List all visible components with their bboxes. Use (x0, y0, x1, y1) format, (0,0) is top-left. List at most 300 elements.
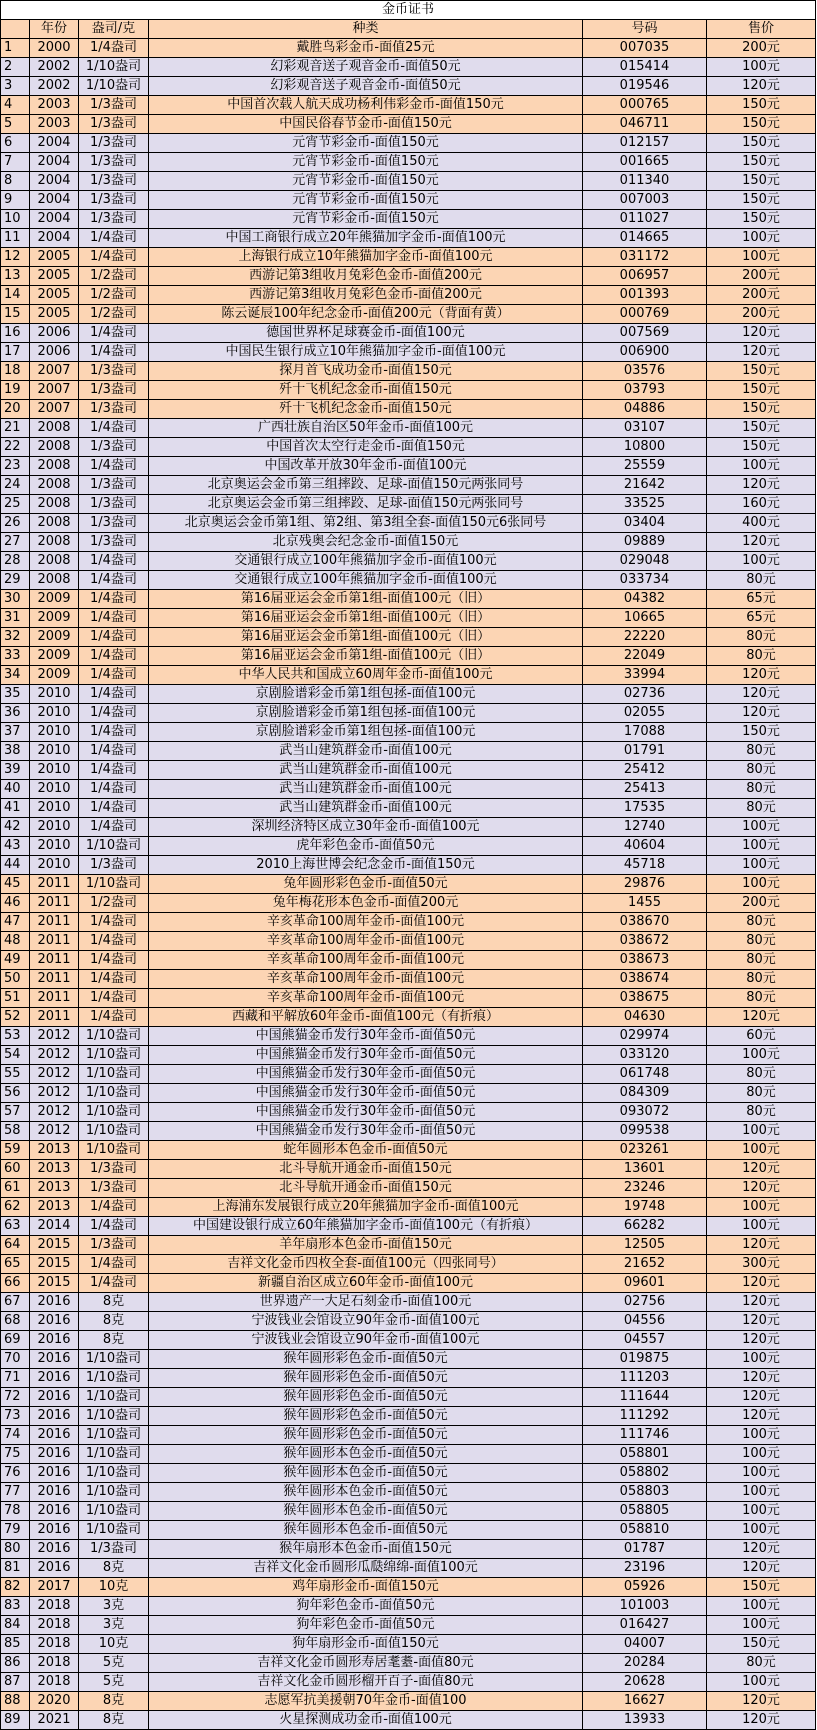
row-number: 02736 (583, 685, 707, 704)
row-index: 83 (1, 1597, 30, 1616)
row-number: 1455 (583, 894, 707, 913)
row-weight: 1/10盎司 (79, 1046, 149, 1065)
row-kind: 中国工商银行成立20年熊猫加字金币-面值100元 (149, 229, 583, 248)
row-weight: 1/4盎司 (79, 39, 149, 58)
table-row (1, 305, 816, 324)
row-year: 2008 (30, 495, 79, 514)
row-weight: 1/4盎司 (79, 229, 149, 248)
row-number: 012157 (583, 134, 707, 153)
row-weight: 8克 (79, 1711, 149, 1730)
row-kind: 中华人民共和国成立60周年金币-面值100元 (149, 666, 583, 685)
table-row (1, 913, 816, 932)
row-year: 2016 (30, 1502, 79, 1521)
row-year: 2003 (30, 115, 79, 134)
row-weight: 1/3盎司 (79, 1160, 149, 1179)
row-weight: 1/4盎司 (79, 1008, 149, 1027)
row-kind: 元宵节彩金币-面值150元 (149, 134, 583, 153)
table-row (1, 1255, 816, 1274)
row-year: 2004 (30, 229, 79, 248)
row-number: 038674 (583, 970, 707, 989)
row-kind: 中国熊猫金币发行30年金币-面值50元 (149, 1084, 583, 1103)
row-index: 53 (1, 1027, 30, 1046)
row-weight: 1/4盎司 (79, 970, 149, 989)
row-weight: 1/10盎司 (79, 1369, 149, 1388)
row-number: 058810 (583, 1521, 707, 1540)
table-row (1, 799, 816, 818)
row-number: 033734 (583, 571, 707, 590)
row-kind: 辛亥革命100周年金币-面值100元 (149, 989, 583, 1008)
row-year: 2012 (30, 1122, 79, 1141)
row-kind: 兔年梅花形本色金币-面值200元 (149, 894, 583, 913)
row-kind: 西游记第3组收月兔彩色金币-面值200元 (149, 267, 583, 286)
row-index: 32 (1, 628, 30, 647)
table-row (1, 837, 816, 856)
table-row (1, 286, 816, 305)
table-row (1, 704, 816, 723)
row-year: 2011 (30, 913, 79, 932)
row-price: 120元 (707, 1274, 816, 1293)
row-year: 2005 (30, 305, 79, 324)
row-kind: 中国熊猫金币发行30年金币-面值50元 (149, 1046, 583, 1065)
row-kind: 元宵节彩金币-面值150元 (149, 153, 583, 172)
row-price: 80元 (707, 1084, 816, 1103)
row-year: 2010 (30, 780, 79, 799)
row-number: 058801 (583, 1445, 707, 1464)
row-number: 033120 (583, 1046, 707, 1065)
row-price: 120元 (707, 1388, 816, 1407)
row-price: 100元 (707, 1597, 816, 1616)
row-kind: 探月首飞成功金币-面值150元 (149, 362, 583, 381)
row-index: 71 (1, 1369, 30, 1388)
row-year: 2010 (30, 723, 79, 742)
row-kind: 京剧脸谱彩金币第1组包拯-面值100元 (149, 685, 583, 704)
row-kind: 元宵节彩金币-面值150元 (149, 172, 583, 191)
row-price: 120元 (707, 1293, 816, 1312)
row-price: 80元 (707, 761, 816, 780)
row-weight: 1/3盎司 (79, 514, 149, 533)
table-row (1, 1084, 816, 1103)
row-price: 120元 (707, 1711, 816, 1730)
row-index: 66 (1, 1274, 30, 1293)
row-year: 2021 (30, 1711, 79, 1730)
header-price: 售价 (707, 20, 816, 39)
row-number: 09889 (583, 533, 707, 552)
row-kind: 北京奥运会金币第三组摔跤、足球-面值150元两张同号 (149, 495, 583, 514)
row-kind: 宁波钱业会馆设立90年金币-面值100元 (149, 1331, 583, 1350)
table-row (1, 39, 816, 58)
row-index: 81 (1, 1559, 30, 1578)
row-kind: 猴年圆形本色金币-面值50元 (149, 1502, 583, 1521)
row-index: 30 (1, 590, 30, 609)
row-kind: 中国民生银行成立10年熊猫加字金币-面值100元 (149, 343, 583, 362)
row-index: 18 (1, 362, 30, 381)
table-row (1, 1331, 816, 1350)
row-year: 2016 (30, 1388, 79, 1407)
row-price: 65元 (707, 590, 816, 609)
row-year: 2012 (30, 1084, 79, 1103)
row-kind: 世界遗产一大足石刻金币-面值100元 (149, 1293, 583, 1312)
row-price: 100元 (707, 229, 816, 248)
row-index: 47 (1, 913, 30, 932)
row-year: 2004 (30, 134, 79, 153)
row-price: 150元 (707, 191, 816, 210)
row-number: 038672 (583, 932, 707, 951)
row-kind: 元宵节彩金币-面值150元 (149, 191, 583, 210)
row-year: 2010 (30, 704, 79, 723)
row-index: 6 (1, 134, 30, 153)
row-weight: 1/3盎司 (79, 191, 149, 210)
row-index: 77 (1, 1483, 30, 1502)
row-year: 2008 (30, 571, 79, 590)
row-kind: 第16届亚运会金币第1组-面值100元（旧） (149, 590, 583, 609)
row-year: 2006 (30, 324, 79, 343)
row-number: 014665 (583, 229, 707, 248)
row-kind: 元宵节彩金币-面值150元 (149, 210, 583, 229)
row-weight: 1/4盎司 (79, 685, 149, 704)
table-row (1, 343, 816, 362)
row-index: 56 (1, 1084, 30, 1103)
row-kind: 辛亥革命100周年金币-面值100元 (149, 970, 583, 989)
row-price: 65元 (707, 609, 816, 628)
row-number: 03793 (583, 381, 707, 400)
row-number: 006957 (583, 267, 707, 286)
row-kind: 第16届亚运会金币第1组-面值100元（旧） (149, 609, 583, 628)
row-weight: 1/4盎司 (79, 666, 149, 685)
row-index: 54 (1, 1046, 30, 1065)
row-kind: 猴年圆形彩色金币-面值50元 (149, 1369, 583, 1388)
row-kind: 上海浦东发展银行成立20年熊猫加字金币-面值100元 (149, 1198, 583, 1217)
table-row (1, 761, 816, 780)
row-year: 2008 (30, 514, 79, 533)
header-weight: 盎司/克 (79, 20, 149, 39)
row-weight: 1/4盎司 (79, 951, 149, 970)
row-year: 2009 (30, 628, 79, 647)
row-weight: 5克 (79, 1673, 149, 1692)
row-year: 2004 (30, 153, 79, 172)
row-number: 001393 (583, 286, 707, 305)
row-index: 7 (1, 153, 30, 172)
row-price: 100元 (707, 818, 816, 837)
row-kind: 广西壮族自治区50年金币-面值100元 (149, 419, 583, 438)
table-row (1, 96, 816, 115)
row-weight: 1/3盎司 (79, 476, 149, 495)
table-row (1, 476, 816, 495)
row-price: 100元 (707, 1502, 816, 1521)
row-price: 160元 (707, 495, 816, 514)
row-number: 33994 (583, 666, 707, 685)
row-weight: 1/3盎司 (79, 362, 149, 381)
row-number: 45718 (583, 856, 707, 875)
row-number: 25413 (583, 780, 707, 799)
row-index: 50 (1, 970, 30, 989)
row-price: 80元 (707, 989, 816, 1008)
row-index: 57 (1, 1103, 30, 1122)
row-number: 25412 (583, 761, 707, 780)
row-kind: 上海银行成立10年熊猫加字金币-面值100元 (149, 248, 583, 267)
table-row (1, 77, 816, 96)
row-weight: 1/4盎司 (79, 571, 149, 590)
row-weight: 1/2盎司 (79, 305, 149, 324)
row-year: 2018 (30, 1673, 79, 1692)
row-year: 2010 (30, 818, 79, 837)
row-price: 100元 (707, 837, 816, 856)
table-row (1, 1008, 816, 1027)
row-weight: 1/10盎司 (79, 1464, 149, 1483)
row-kind: 德国世界杯足球赛金币-面值100元 (149, 324, 583, 343)
row-weight: 1/10盎司 (79, 875, 149, 894)
row-index: 44 (1, 856, 30, 875)
table-title: 金币证书 (1, 1, 816, 20)
row-year: 2005 (30, 267, 79, 286)
row-price: 80元 (707, 1065, 816, 1084)
row-kind: 猴年圆形彩色金币-面值50元 (149, 1388, 583, 1407)
table-row (1, 1502, 816, 1521)
row-kind: 武当山建筑群金币-面值100元 (149, 799, 583, 818)
row-number: 03404 (583, 514, 707, 533)
row-kind: 西藏和平解放60年金币-面值100元（有折痕） (149, 1008, 583, 1027)
row-weight: 1/4盎司 (79, 799, 149, 818)
row-index: 80 (1, 1540, 30, 1559)
row-price: 120元 (707, 476, 816, 495)
row-index: 79 (1, 1521, 30, 1540)
row-number: 10800 (583, 438, 707, 457)
row-index: 72 (1, 1388, 30, 1407)
table-row (1, 590, 816, 609)
row-weight: 1/3盎司 (79, 381, 149, 400)
table-row (1, 381, 816, 400)
row-kind: 猴年圆形本色金币-面值50元 (149, 1464, 583, 1483)
table-row (1, 1027, 816, 1046)
row-year: 2012 (30, 1103, 79, 1122)
row-year: 2005 (30, 286, 79, 305)
table-row (1, 419, 816, 438)
row-number: 29876 (583, 875, 707, 894)
row-weight: 10克 (79, 1635, 149, 1654)
row-year: 2011 (30, 894, 79, 913)
row-price: 100元 (707, 856, 816, 875)
row-weight: 1/3盎司 (79, 153, 149, 172)
row-price: 150元 (707, 115, 816, 134)
row-number: 25559 (583, 457, 707, 476)
row-price: 120元 (707, 324, 816, 343)
row-price: 150元 (707, 96, 816, 115)
row-number: 03576 (583, 362, 707, 381)
row-weight: 1/10盎司 (79, 1103, 149, 1122)
row-index: 39 (1, 761, 30, 780)
row-price: 100元 (707, 875, 816, 894)
row-index: 74 (1, 1426, 30, 1445)
table-row (1, 1540, 816, 1559)
row-index: 21 (1, 419, 30, 438)
row-kind: 陈云诞辰100年纪念金币-面值200元（背面有黄） (149, 305, 583, 324)
row-weight: 1/10盎司 (79, 1350, 149, 1369)
row-year: 2003 (30, 96, 79, 115)
table-row (1, 1236, 816, 1255)
row-kind: 吉祥文化金币圆形寿居耄耋-面值80元 (149, 1654, 583, 1673)
row-kind: 北斗导航开通金币-面值150元 (149, 1179, 583, 1198)
row-weight: 1/3盎司 (79, 134, 149, 153)
row-weight: 1/4盎司 (79, 989, 149, 1008)
row-index: 10 (1, 210, 30, 229)
row-price: 100元 (707, 1483, 816, 1502)
row-number: 17535 (583, 799, 707, 818)
row-weight: 1/10盎司 (79, 1521, 149, 1540)
row-price: 120元 (707, 343, 816, 362)
table-row (1, 115, 816, 134)
row-year: 2011 (30, 932, 79, 951)
row-index: 13 (1, 267, 30, 286)
row-index: 68 (1, 1312, 30, 1331)
row-number: 061748 (583, 1065, 707, 1084)
row-year: 2012 (30, 1065, 79, 1084)
row-number: 015414 (583, 58, 707, 77)
table-row (1, 552, 816, 571)
row-price: 120元 (707, 666, 816, 685)
row-price: 100元 (707, 1141, 816, 1160)
row-weight: 1/3盎司 (79, 96, 149, 115)
row-weight: 1/4盎司 (79, 1274, 149, 1293)
table-row (1, 1160, 816, 1179)
row-year: 2005 (30, 248, 79, 267)
row-index: 87 (1, 1673, 30, 1692)
row-kind: 中国建设银行成立60年熊猫加字金币-面值100元（有折痕） (149, 1217, 583, 1236)
row-year: 2007 (30, 400, 79, 419)
table-row (1, 1407, 816, 1426)
row-number: 038675 (583, 989, 707, 1008)
row-price: 80元 (707, 1103, 816, 1122)
row-number: 029974 (583, 1027, 707, 1046)
row-number: 02055 (583, 704, 707, 723)
row-kind: 京剧脸谱彩金币第1组包拯-面值100元 (149, 704, 583, 723)
table-row (1, 571, 816, 590)
row-index: 36 (1, 704, 30, 723)
row-year: 2000 (30, 39, 79, 58)
row-number: 111746 (583, 1426, 707, 1445)
row-weight: 1/4盎司 (79, 248, 149, 267)
table-row (1, 1198, 816, 1217)
row-year: 2016 (30, 1369, 79, 1388)
row-index: 33 (1, 647, 30, 666)
row-kind: 志愿军抗美援朝70年金币-面值100 (149, 1692, 583, 1711)
row-year: 2010 (30, 856, 79, 875)
row-index: 4 (1, 96, 30, 115)
row-kind: 幻彩观音送子观音金币-面值50元 (149, 77, 583, 96)
row-number: 20284 (583, 1654, 707, 1673)
row-year: 2018 (30, 1654, 79, 1673)
row-kind: 猴年圆形本色金币-面值50元 (149, 1521, 583, 1540)
row-weight: 1/4盎司 (79, 647, 149, 666)
row-year: 2013 (30, 1198, 79, 1217)
row-number: 111203 (583, 1369, 707, 1388)
row-index: 27 (1, 533, 30, 552)
header-year: 年份 (30, 20, 79, 39)
row-index: 20 (1, 400, 30, 419)
row-year: 2016 (30, 1540, 79, 1559)
row-year: 2011 (30, 1008, 79, 1027)
row-kind: 辛亥革命100周年金币-面值100元 (149, 951, 583, 970)
table-row (1, 628, 816, 647)
row-index: 75 (1, 1445, 30, 1464)
row-year: 2008 (30, 419, 79, 438)
row-price: 120元 (707, 704, 816, 723)
row-kind: 交通银行成立100年熊猫加字金币-面值100元 (149, 552, 583, 571)
row-price: 100元 (707, 457, 816, 476)
row-number: 038673 (583, 951, 707, 970)
table-row (1, 191, 816, 210)
row-year: 2009 (30, 609, 79, 628)
row-number: 04382 (583, 590, 707, 609)
row-number: 058805 (583, 1502, 707, 1521)
row-number: 058802 (583, 1464, 707, 1483)
row-price: 120元 (707, 1407, 816, 1426)
table-row (1, 324, 816, 343)
row-number: 21652 (583, 1255, 707, 1274)
row-index: 62 (1, 1198, 30, 1217)
table-row (1, 1103, 816, 1122)
table-row (1, 1483, 816, 1502)
row-kind: 第16届亚运会金币第1组-面值100元（旧） (149, 628, 583, 647)
row-number: 011340 (583, 172, 707, 191)
row-price: 120元 (707, 685, 816, 704)
row-index: 38 (1, 742, 30, 761)
row-weight: 1/4盎司 (79, 628, 149, 647)
row-number: 09601 (583, 1274, 707, 1293)
row-year: 2016 (30, 1559, 79, 1578)
row-number: 000765 (583, 96, 707, 115)
row-weight: 8克 (79, 1293, 149, 1312)
row-weight: 1/10盎司 (79, 1027, 149, 1046)
row-price: 150元 (707, 134, 816, 153)
row-year: 2016 (30, 1445, 79, 1464)
row-index: 14 (1, 286, 30, 305)
row-year: 2004 (30, 210, 79, 229)
row-index: 26 (1, 514, 30, 533)
row-price: 200元 (707, 305, 816, 324)
row-year: 2010 (30, 799, 79, 818)
row-price: 80元 (707, 913, 816, 932)
row-weight: 1/4盎司 (79, 1255, 149, 1274)
row-kind: 中国熊猫金币发行30年金币-面值50元 (149, 1103, 583, 1122)
row-index: 78 (1, 1502, 30, 1521)
row-year: 2016 (30, 1483, 79, 1502)
row-price: 100元 (707, 248, 816, 267)
row-kind: 中国改革开放30年金币-面值100元 (149, 457, 583, 476)
row-number: 12740 (583, 818, 707, 837)
row-kind: 武当山建筑群金币-面值100元 (149, 761, 583, 780)
row-kind: 狗年扇形金币-面值150元 (149, 1635, 583, 1654)
row-weight: 1/4盎司 (79, 1198, 149, 1217)
row-price: 150元 (707, 153, 816, 172)
table-row (1, 894, 816, 913)
row-index: 23 (1, 457, 30, 476)
row-kind: 兔年圆形彩色金币-面值50元 (149, 875, 583, 894)
table-row (1, 1654, 816, 1673)
row-number: 22220 (583, 628, 707, 647)
row-weight: 1/10盎司 (79, 1483, 149, 1502)
row-price: 80元 (707, 742, 816, 761)
row-weight: 1/3盎司 (79, 1236, 149, 1255)
row-price: 100元 (707, 552, 816, 571)
row-number: 33525 (583, 495, 707, 514)
row-weight: 1/4盎司 (79, 457, 149, 476)
row-kind: 中国熊猫金币发行30年金币-面值50元 (149, 1065, 583, 1084)
table-row (1, 1445, 816, 1464)
table-row (1, 723, 816, 742)
row-number: 66282 (583, 1217, 707, 1236)
table-row (1, 1350, 816, 1369)
row-index: 29 (1, 571, 30, 590)
row-price: 150元 (707, 362, 816, 381)
